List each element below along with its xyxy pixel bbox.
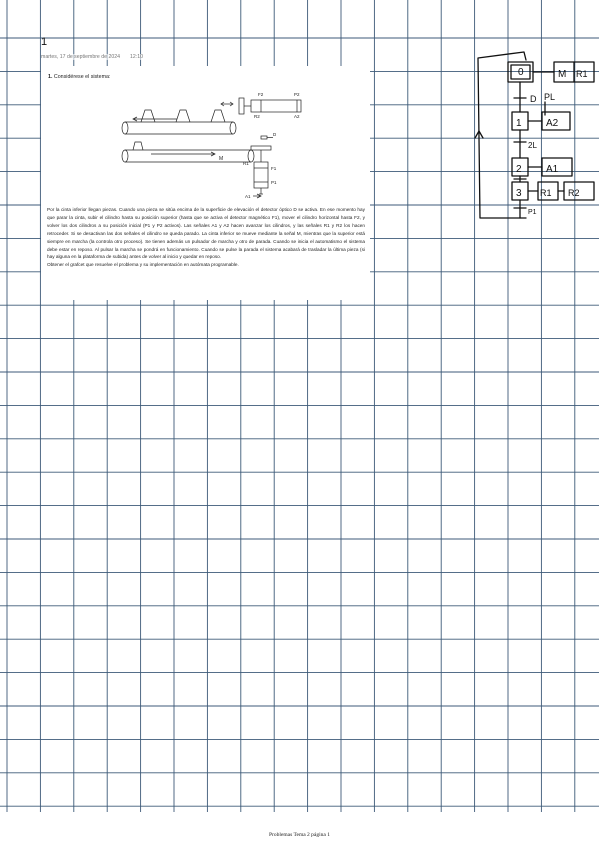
step-1-label: 1 bbox=[516, 118, 522, 129]
exercise-title-text: Considérese el sistema: bbox=[53, 74, 111, 80]
action-box-0 bbox=[554, 62, 594, 82]
transfer-arrow bbox=[221, 102, 233, 106]
grafcet-step-0 bbox=[508, 62, 533, 82]
transition-PL: PL bbox=[544, 92, 556, 102]
grafcet-step-2 bbox=[512, 158, 528, 176]
action-R1: R1 bbox=[576, 69, 588, 79]
transition-P1: P1 bbox=[528, 209, 537, 216]
label-M: M bbox=[219, 156, 224, 162]
grafcet-step-3 bbox=[512, 182, 528, 200]
transition-2L: 2L bbox=[528, 141, 537, 150]
label-P2: P2 bbox=[294, 92, 300, 97]
label-A2: A2 bbox=[294, 114, 300, 119]
step-3-label: 3 bbox=[516, 188, 522, 199]
label-F1: F1 bbox=[271, 166, 277, 171]
problem-statement bbox=[47, 206, 365, 269]
label-R2: R2 bbox=[254, 114, 260, 119]
step-0-label: 0 bbox=[518, 67, 524, 78]
optical-detector bbox=[261, 136, 273, 139]
upper-conveyor bbox=[122, 110, 236, 134]
label-R1: R1 bbox=[243, 161, 249, 166]
label-F2: F2 bbox=[258, 92, 264, 97]
horizontal-cylinder bbox=[239, 98, 301, 114]
exercise-number: 1. bbox=[48, 74, 53, 80]
action-A1: A1 bbox=[546, 164, 559, 175]
problem-task: Obtener el grafcet que resuelve el problema y su implementación en autómata programable. bbox=[47, 262, 239, 268]
action-R2: R2 bbox=[568, 188, 580, 198]
pasted-exercise bbox=[41, 66, 370, 300]
page-timestamp bbox=[41, 54, 143, 60]
problem-paragraph: Por la cinta inferior llegan piezas. Cuando una pieza se sitúa encima de la superficie de elevación el detector óptico D se activa. En ese momento hay que parar la cinta, subir el cilindro hasta su posición superior (hasta que se activa el detector magnético F1), mover el cilindro horizontal hasta F2, y volver los dos cilindros a su posición inicial (P1 y P2 activos). Las señales A1 y A2 hacen avanzar los cilindros, y las señales R1 y R2 los hacen retroceder. Si se desactivan las dos señales el cilindro se queda parado. La cinta inferior se mueve mediante la señal M, mientras que la superior está siempre en marcha (la controla otro proceso). Se tienen además un pulsador de marcha y otro de parada. Cuando se inicia el automatismo el sistema debe estar en reposo. Al pulsar la marcha se pondrá en funcionamiento. Cuando se pulse la parada el sistema acabará de trasladar la última pieza (si hay alguna en la plataforma de subida) antes de volver al inicio y quedar en reposo. bbox=[47, 207, 365, 260]
label-P1: P1 bbox=[271, 180, 277, 185]
step-2-label: 2 bbox=[516, 164, 522, 175]
system-diagram bbox=[111, 88, 311, 200]
page-date: martes, 17 de septiembre de 2024 bbox=[41, 54, 121, 60]
action-A2: A2 bbox=[546, 118, 559, 129]
label-D: D bbox=[273, 132, 277, 137]
grafcet-step-1 bbox=[512, 112, 528, 130]
transition-D: D bbox=[530, 94, 537, 104]
page-footer: Problemas Tema 2 página 1 bbox=[269, 832, 330, 838]
page-time: 12:10 bbox=[130, 54, 143, 60]
action-R1-second: R1 bbox=[540, 188, 552, 198]
exercise-title bbox=[48, 74, 110, 80]
handwritten-grafcet bbox=[470, 40, 599, 225]
action-M: M bbox=[558, 69, 567, 80]
page-number: 1 bbox=[41, 36, 48, 48]
lower-conveyor bbox=[122, 142, 254, 162]
label-A1: A1 bbox=[245, 194, 251, 199]
